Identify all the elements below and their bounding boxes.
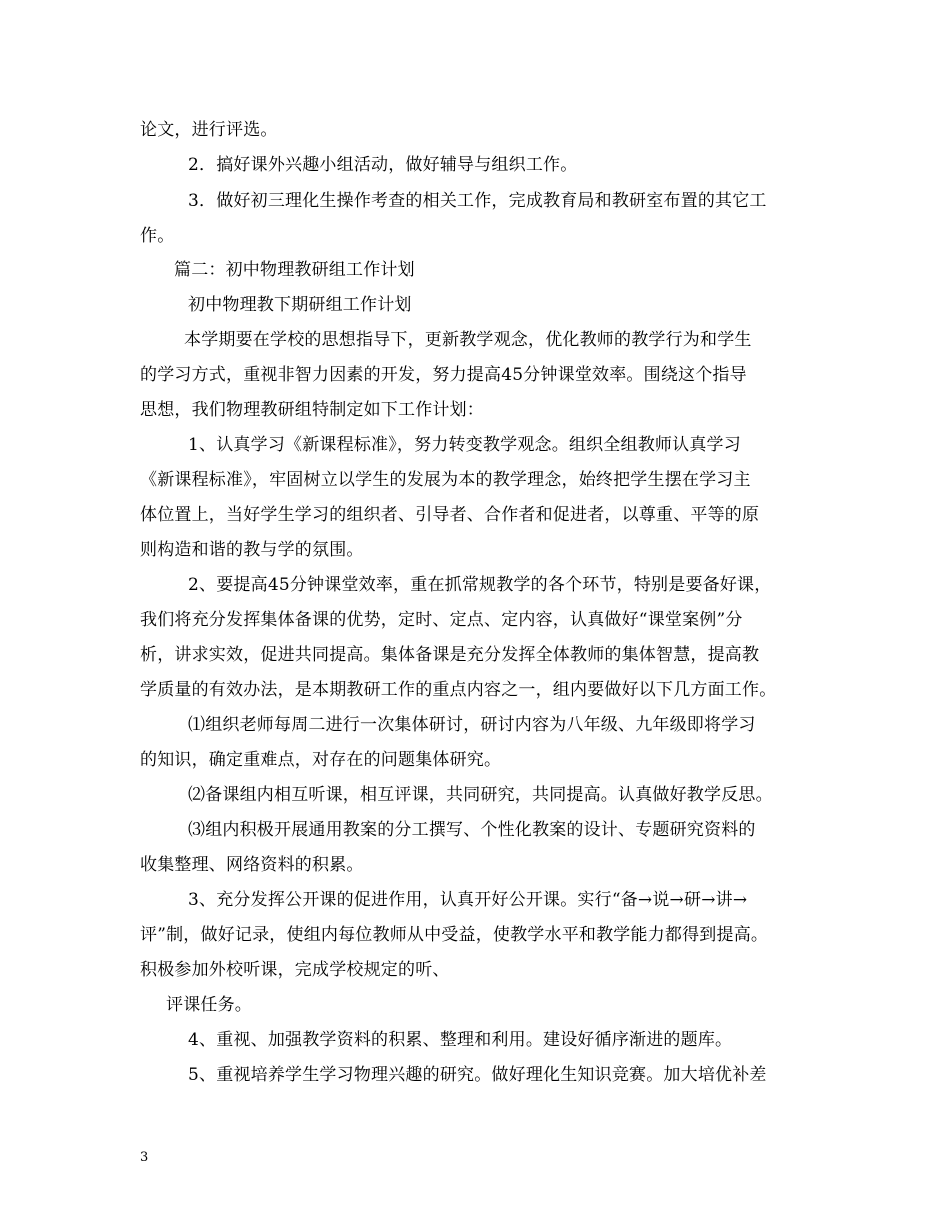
text-line-22: 收集整理、网络资料的积累。 <box>140 855 364 875</box>
text-line-26: 评课任务。 <box>166 995 252 1015</box>
page-number: 3 <box>140 1150 149 1165</box>
text-line-2: 2．搞好课外兴趣小组活动，做好辅导与组织工作。 <box>188 155 578 175</box>
text-line-11: 《新课程标准》，牢固树立以学生的发展为本的教学理念，始终把学生摆在学习主 <box>140 470 751 490</box>
text-line-16: 析，讲求实效，促进共同提高。集体备课是充分发挥全体教师的集体智慧，提高教 <box>140 645 760 665</box>
text-line-20: ⑵备课组内相互听课，相互评课，共同研究，共同提高。认真做好教学反思。 <box>188 785 773 805</box>
text-line-13: 则构造和谐的教与学的氛围。 <box>140 540 364 560</box>
text-line-12: 体位置上，当好学生学习的组织者、引导者、合作者和促进者，以尊重、平等的原 <box>140 505 760 525</box>
text-line-27: 4、重视、加强教学资料的积累、整理和利用。建设好循序渐进的题库。 <box>188 1030 733 1050</box>
text-line-1: 论文，进行评选。 <box>140 120 278 140</box>
text-line-23: 3、充分发挥公开课的促进作用，认真开好公开课。实行“备→说→研→讲→ <box>188 890 748 910</box>
section-title: 初中物理教下期研组工作计划 <box>188 295 412 315</box>
text-line-9: 思想，我们物理教研组特制定如下工作计划： <box>140 400 484 420</box>
text-line-10: 1、认真学习《新课程标准》，努力转变教学观念。组织全组教师认真学习 <box>188 435 741 455</box>
text-line-17: 学质量的有效办法，是本期教研工作的重点内容之一，组内要做好以下几方面工作。 <box>140 680 777 700</box>
text-line-8: 的学习方式，重视非智力因素的开发，努力提高45分钟课堂效率。围绕这个指导 <box>140 365 747 385</box>
text-line-21: ⑶组内积极开展通用教案的分工撰写、个性化教案的设计、专题研究资料的 <box>188 820 756 840</box>
text-line-4: 作。 <box>140 226 175 246</box>
text-line-18: ⑴组织老师每周二进行一次集体研讨，研讨内容为八年级、九年级即将学习 <box>188 715 756 735</box>
text-line-14: 2、要提高45分钟课堂效率，重在抓常规教学的各个环节，特别是要备好课， <box>188 575 772 595</box>
text-line-19: 的知识，确定重难点，对存在的问题集体研究。 <box>140 750 502 770</box>
text-line-24: 评”制，做好记录，使组内每位教师从中受益，使教学水平和教学能力都得到提高。 <box>140 925 769 945</box>
section-heading: 篇二：初中物理教研组工作计划 <box>174 260 415 280</box>
text-line-25: 积极参加外校听课，完成学校规定的听、 <box>140 960 450 980</box>
text-line-7: 本学期要在学校的思想指导下，更新教学观念，优化教师的教学行为和学生 <box>184 330 752 350</box>
text-line-28: 5、重视培养学生学习物理兴趣的研究。做好理化生知识竞赛。加大培优补差 <box>188 1065 767 1085</box>
text-line-3: 3．做好初三理化生操作考查的相关工作，完成教育局和教研室布置的其它工 <box>188 191 767 211</box>
text-line-15: 我们将充分发挥集体备课的优势，定时、定点、定内容，认真做好“课堂案例”分 <box>140 610 743 630</box>
